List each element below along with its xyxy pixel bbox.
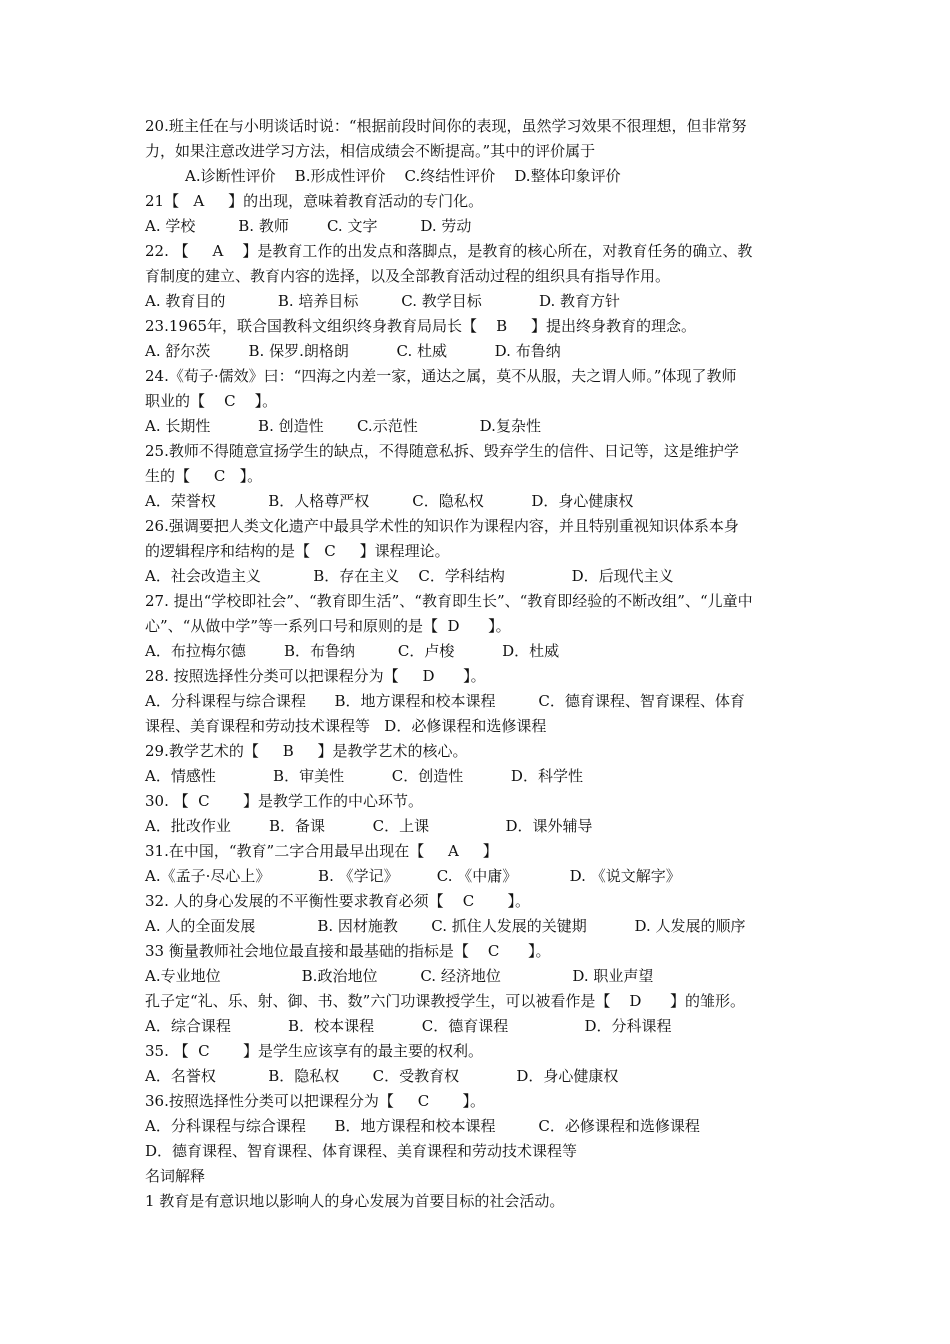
text-line: A. 学校 B. 教师 C. 文字 D. 劳动 <box>145 217 472 235</box>
text-line: A. 舒尔茨 B. 保罗.朗格朗 C. 杜威 D. 布鲁纳 <box>145 342 561 360</box>
text-line: 1 教育是有意识地以影响人的身心发展为首要目标的社会活动。 <box>145 1192 565 1210</box>
text-line: A．布拉梅尔德 B．布鲁纳 C．卢梭 D．杜威 <box>145 642 560 660</box>
text-line: 36.按照选择性分类可以把课程分为【 C 】。 <box>145 1092 486 1110</box>
text-line: 24.《荀子·儒效》曰：“四海之内差一家，通达之属，莫不从服，夫之谓人师。”体现了教师 <box>145 367 737 385</box>
section-heading: 名词解释 <box>145 1167 206 1185</box>
text-line: A．名誉权 B．隐私权 C．受教育权 D．身心健康权 <box>145 1067 619 1085</box>
text-line: A.诊断性评价 B.形成性评价 C.终结性评价 D.整体印象评价 <box>185 167 621 185</box>
text-line: A．分科课程与综合课程 B．地方课程和校本课程 C．必修课程和选修课程 <box>145 1117 700 1135</box>
text-line: 力，如果注意改进学习方法，相信成绩会不断提高。”其中的评价属于 <box>145 142 596 160</box>
text-line: 30. 【 C 】是教学工作的中心环节。 <box>145 792 424 810</box>
text-line: 23.1965年，联合国教科文组织终身教育局局长【 B 】提出终身教育的理念。 <box>145 317 696 335</box>
text-line: 生的【 C 】。 <box>145 467 263 485</box>
text-line: 28. 按照选择性分类可以把课程分为【 D 】。 <box>145 667 486 685</box>
text-line: 25.教师不得随意宣扬学生的缺点，不得随意私拆、毁弃学生的信件、日记等，这是维护学 <box>145 442 739 460</box>
text-line: A. 人的全面发展 B. 因材施教 C. 抓住人发展的关键期 D. 人发展的顺序 <box>145 917 746 935</box>
text-line: 32. 人的身心发展的不平衡性要求教育必须【 C 】。 <box>145 892 531 910</box>
text-line: 21【 A 】的出现，意味着教育活动的专门化。 <box>145 192 484 210</box>
text-line: A．社会改造主义 B．存在主义 C．学科结构 D．后现代主义 <box>145 567 674 585</box>
text-line: 心”、“从做中学”等一系列口号和原则的是【 D 】。 <box>145 617 511 635</box>
text-line: 20.班主任在与小明谈话时说：“根据前段时间你的表现，虽然学习效果不很理想，但非常努 <box>145 117 747 135</box>
text-line: 22. 【 A 】是教育工作的出发点和落脚点，是教育的核心所在，对教育任务的确立、教 <box>145 242 753 260</box>
text-line: A.《孟子·尽心上》 B. 《学记》 C. 《中庸》 D. 《说文解字》 <box>145 867 681 885</box>
text-line: 孔子定“礼、乐、射、御、书、数”六门功课教授学生，可以被看作是【 D 】的雏形。 <box>145 992 746 1010</box>
text-line: 27. 提出“学校即社会”、“教育即生活”、“教育即生长”、“教育即经验的不断改组”、“儿童中 <box>145 592 753 610</box>
text-line: 的逻辑程序和结构的是【 C 】课程理论。 <box>145 542 450 560</box>
text-line: A. 教育目的 B. 培养目标 C. 教学目标 D. 教育方针 <box>145 292 621 310</box>
text-line: 31.在中国，“教育”二字合用最早出现在【 A 】 <box>145 842 498 860</box>
text-line: 33 衡量教师社会地位最直接和最基础的指标是【 C 】。 <box>145 942 551 960</box>
text-line: 29.教学艺术的【 B 】是教学艺术的核心。 <box>145 742 468 760</box>
text-line: A．综合课程 B．校本课程 C．德育课程 D．分科课程 <box>145 1017 672 1035</box>
text-line: 职业的【 C 】。 <box>145 392 278 410</box>
text-line: A.专业地位 B.政治地位 C. 经济地位 D. 职业声望 <box>145 967 654 985</box>
text-line: 育制度的建立、教育内容的选择，以及全部教育活动过程的组织具有指导作用。 <box>145 267 671 285</box>
text-line: 课程、美育课程和劳动技术课程等 D．必修课程和选修课程 <box>145 717 547 735</box>
text-line: D．德育课程、智育课程、体育课程、美育课程和劳动技术课程等 <box>145 1142 578 1160</box>
text-line: A．批改作业 B．备课 C．上课 D．课外辅导 <box>145 817 593 835</box>
text-line: 35. 【 C 】是学生应该享有的最主要的权利。 <box>145 1042 484 1060</box>
text-line: A．荣誉权 B．人格尊严权 C．隐私权 D．身心健康权 <box>145 492 634 510</box>
text-line: A．情感性 B．审美性 C．创造性 D．科学性 <box>145 767 583 785</box>
text-line: A. 长期性 B. 创造性 C.示范性 D.复杂性 <box>145 417 541 435</box>
text-line: A．分科课程与综合课程 B．地方课程和校本课程 C．德育课程、智育课程、体育 <box>145 692 745 710</box>
text-line: 26.强调要把人类文化遗产中最具学术性的知识作为课程内容，并且特别重视知识体系本身 <box>145 517 739 535</box>
